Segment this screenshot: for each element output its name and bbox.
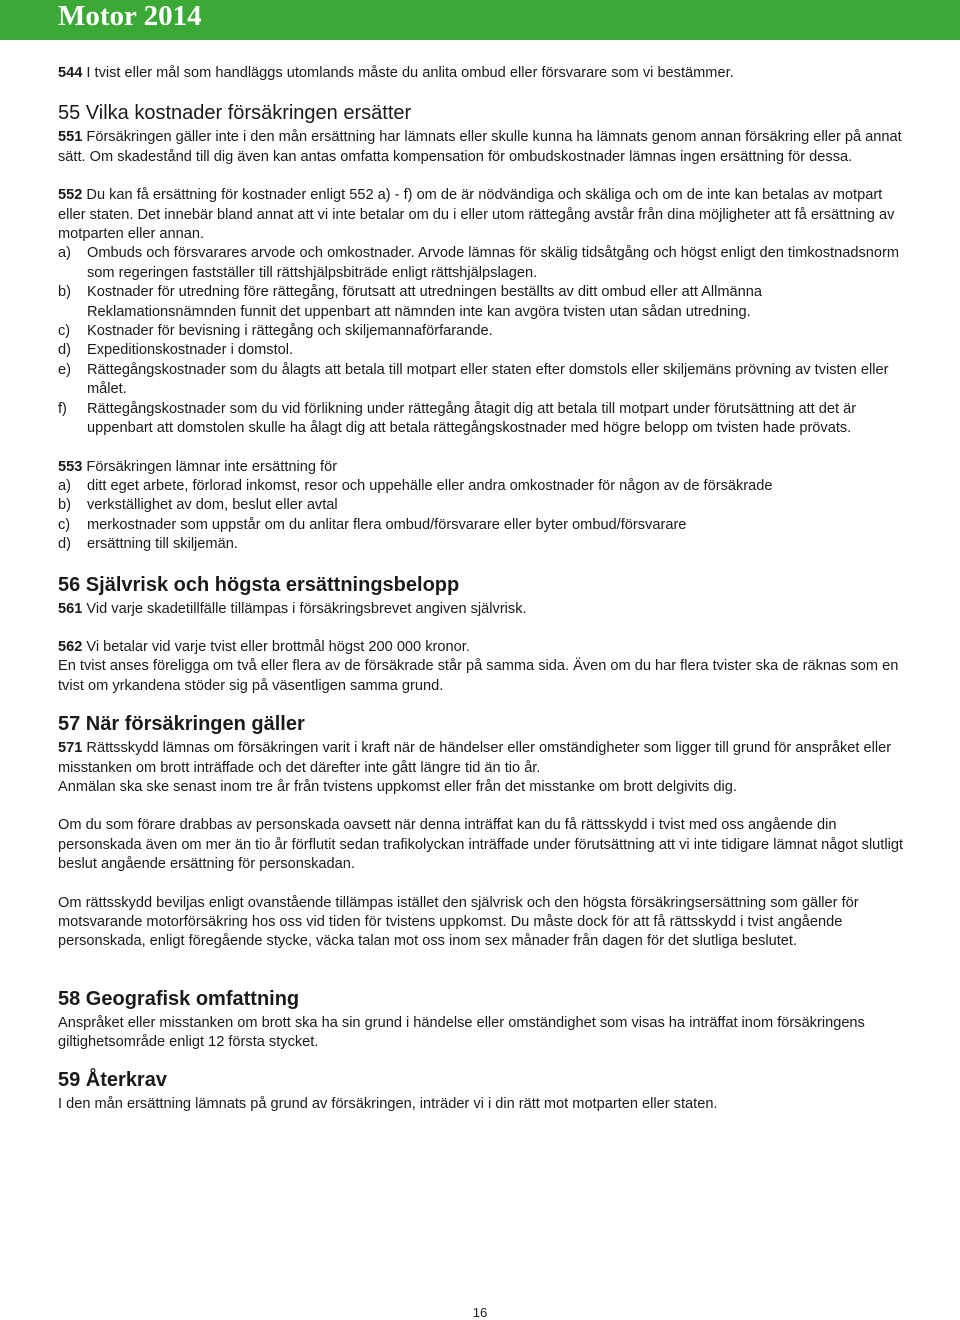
list-item-label: c) [58, 323, 71, 340]
list-item [58, 283, 908, 322]
section-heading-57: 57 När försäkringen gäller [58, 713, 305, 736]
clause-552 [58, 186, 908, 244]
list-item [58, 361, 908, 400]
list-item-label: b) [58, 284, 71, 301]
clause-561 [58, 600, 908, 619]
list-item [58, 322, 908, 341]
paragraph-personskada: Om du som förare drabbas av personskada oavsett när denna inträffat kan du få rättsskydd i tvist med oss angående din personskada även om mer än tio år förflutit sedan trafikolyckan inträffade under förutsättning att vi inte tidigare lämnat något slutligt beslut angående ersättning för personskadan. [58, 817, 904, 873]
clause-number: 571 [58, 740, 83, 757]
list-item-text: ditt eget arbete, förlorad inkomst, resor och uppehälle eller andra omkostnader för någon av de försäkrade [87, 477, 773, 494]
clause-number: 562 [58, 638, 83, 655]
clause-text: I tvist eller mål som handläggs utomlands måste du anlita ombud eller försvarare som vi bestämmer. [82, 65, 734, 81]
list-item-label: a) [58, 477, 71, 494]
list-item-text: Ombuds och försvarares arvode och omkostnader. Arvode lämnas för skälig tidsåtgång och högst enligt den timkostnadsnorm som regeringen fastställer till rättshjälpsbiträde enligt rättshjälpslagen. [87, 245, 900, 281]
list-item-label: c) [58, 516, 71, 533]
section-heading-59: 59 Återkrav [58, 1068, 167, 1091]
list-item [58, 496, 908, 515]
paragraph-aterkrav: I den mån ersättning lämnats på grund av försäkringen, inträder vi i din rätt mot motparten eller staten. [58, 1095, 718, 1112]
list-item [58, 516, 908, 535]
clause-number: 551 [58, 129, 83, 146]
header-title: Motor 2014 [58, 0, 202, 32]
list-item-label: d) [58, 536, 71, 553]
paragraph-geografisk: Anspråket eller misstanken om brott ska ha sin grund i händelse eller omständighet som visas ha inträffat inom försäkringens giltighetsområde enligt 12 första stycket. [58, 1014, 865, 1051]
section-heading-55: 55 Vilka kostnader försäkringen ersätter [58, 102, 412, 125]
clause-562 [58, 638, 908, 657]
list-item-text: merkostnader som uppstår om du anlitar flera ombud/försvarare eller byter ombud/försvarare [87, 516, 687, 533]
document-body [58, 64, 908, 1114]
list-item-label: b) [58, 497, 71, 514]
clause-number: 553 [58, 458, 83, 475]
clause-551 [58, 128, 908, 167]
clause-text: Försäkringen lämnar inte ersättning för [82, 458, 338, 475]
list-item-label: f) [58, 400, 67, 417]
clause-number: 544 [58, 65, 83, 81]
list-item [58, 244, 908, 283]
clause-number: 561 [58, 600, 83, 617]
list-item [58, 341, 908, 360]
list-item-text: Expeditionskostnader i domstol. [87, 342, 294, 359]
list-item [58, 477, 908, 496]
page-number: 16 [472, 1305, 488, 1320]
list-item-label: d) [58, 342, 71, 359]
section-heading-56: 56 Självrisk och högsta ersättningsbelopp [58, 573, 460, 596]
clause-number: 552 [58, 187, 83, 204]
list-item-text: verkställighet av dom, beslut eller avtal [87, 497, 338, 514]
clause-562-paragraph: En tvist anses föreligga om två eller flera av de försäkrade står på samma sida. Även om du har flera tvister ska de räknas som en tvist om yrkandena stöder sig på väsentligen samma grund. [58, 658, 899, 694]
clause-571 [58, 739, 908, 778]
clause-text: Du kan få ersättning för kostnader enligt 552 a) - f) om de är nödvändiga och skäliga och om de inte kan betalas av motpart eller staten. Det innebär bland annat att vi inte betalar om du i eller utom rättegång avstår från dina möjligheter att få ersättning av motparten eller annan. [58, 187, 895, 243]
clause-544 [58, 64, 908, 83]
list-item-text: Kostnader för utredning före rättegång, förutsatt att utredningen beställts av ditt ombud eller att Allmänna Reklamationsnämnden funnit det uppenbart att nämnden inte kan avgöra tvisten utan sådan utredning. [87, 284, 762, 320]
list-item [58, 535, 908, 554]
list-553 [58, 477, 908, 555]
clause-text: Vi betalar vid varje tvist eller brottmål högst 200 000 kronor. [82, 638, 470, 655]
clause-text: Rättsskydd lämnas om försäkringen varit i kraft när de händelser eller omständigheter som ligger till grund för anspråket eller misstanken om brott inträffade och det därefter inte gått längre tid än tio år. [58, 740, 892, 776]
list-item-text: Rättegångskostnader som du ålagts att betala till motpart eller staten efter domstols eller skiljemäns prövning av tvisten eller målet. [87, 361, 889, 398]
list-item-text: ersättning till skiljemän. [87, 536, 238, 553]
section-heading-58: 58 Geografisk omfattning [58, 987, 300, 1010]
list-item-text: Rättegångskostnader som du vid förlikning under rättegång åtagit dig att betala till motpart under förutsättning att det är uppenbart att domstolen skulle ha ålagt dig att betala rättegångskostnader med högre belopp om tvisten hade prövats. [87, 400, 857, 437]
clause-text: Försäkringen gäller inte i den mån ersättning har lämnats eller skulle kunna ha lämnats genom annan försäkring eller på annat sätt. Om skadestånd till dig även kan antas omfatta kompensation för ombudskostnader lämnas ingen ersättning för dessa. [58, 129, 902, 165]
list-552 [58, 244, 908, 438]
list-item-label: e) [58, 361, 71, 378]
paragraph-rattsskydd: Om rättsskydd beviljas enligt ovanstående tillämpas istället den självrisk och den högsta försäkringsersättning som gäller för motsvarande motorförsäkring hos oss vid tiden för tvistens uppkomst. Du måste dock för att få rättsskydd i tvist angående personskada, enligt föregående stycke, väcka talan mot oss inom sex månader från dagen för det slutliga beslutet. [58, 894, 859, 950]
list-item [58, 400, 908, 439]
clause-553 [58, 458, 908, 477]
clause-571-paragraph: Anmälan ska ske senast inom tre år från tvistens uppkomst eller från det misstanke om brott delgivits dig. [58, 778, 737, 795]
list-item-label: a) [58, 245, 71, 262]
page-header [0, 0, 960, 40]
clause-text: Vid varje skadetillfälle tillämpas i försäkringsbrevet angiven självrisk. [82, 600, 527, 617]
list-item-text: Kostnader för bevisning i rättegång och skiljemannaförfarande. [87, 323, 493, 340]
